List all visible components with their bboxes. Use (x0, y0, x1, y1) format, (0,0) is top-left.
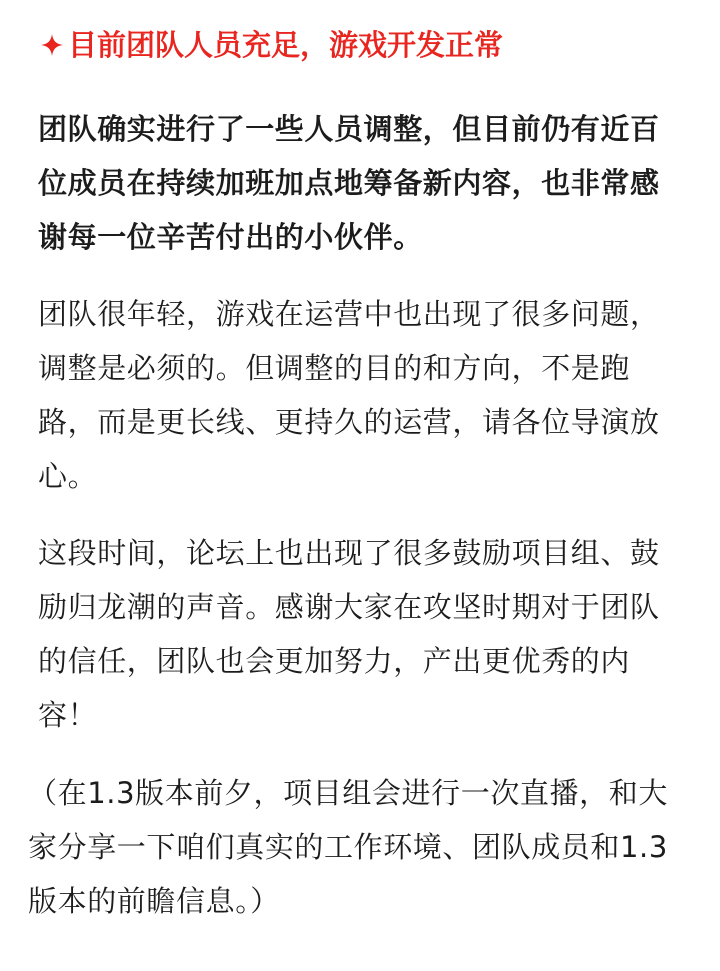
paragraph-livestream-note: （在1.3版本前夕，项目组会进行一次直播，和大家分享一下咱们真实的工作环境、团队成员和1.3版本的前瞻信息。） (28, 776, 668, 918)
section-heading-text: 目前团队人员充足，游戏开发正常 (68, 28, 504, 62)
section-heading (38, 22, 503, 68)
paragraph-team-young: 团队很年轻，游戏在运营中也出现了很多问题，调整是必须的。但调整的目的和方向，不是跑路，而是更长线、更持久的运营，请各位导演放心。 (38, 297, 660, 493)
paragraph-forum-encouragement: 这段时间，论坛上也出现了很多鼓励项目组、鼓励归龙潮的声音。感谢大家在攻坚时期对于团队的信任，团队也会更加努力，产出更优秀的内容！ (38, 536, 660, 732)
four-point-star-icon (38, 31, 66, 59)
paragraph-team-adjustment: 团队确实进行了一些人员调整，但目前仍有近百位成员在持续加班加点地筹备新内容，也非常感谢每一位辛苦付出的小伙伴。 (38, 112, 660, 254)
